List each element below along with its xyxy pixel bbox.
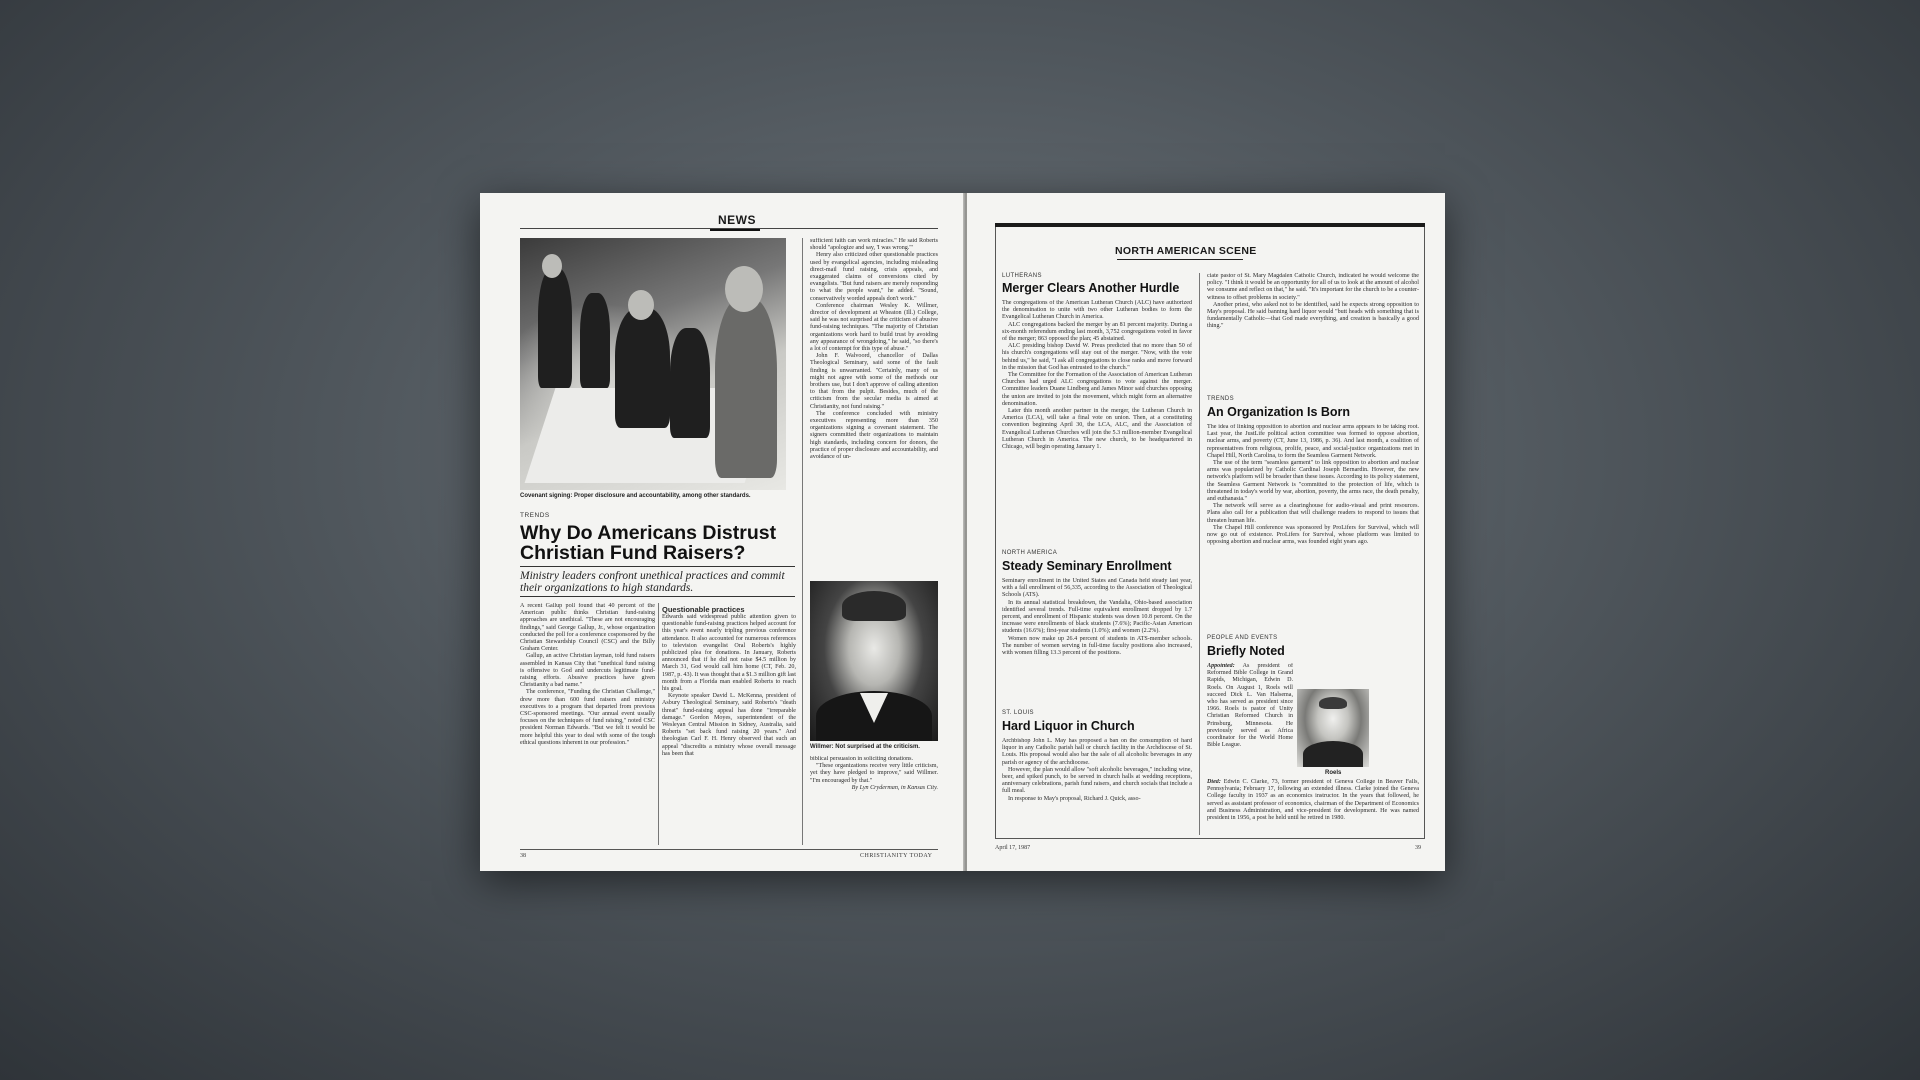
story-kicker: TRENDS: [520, 512, 550, 519]
article-column-2: [662, 603, 796, 845]
appointed-text: As president of Reformed Bible College in Grand Rapids, Michigan, Edwin D. Roels. On August 1, Roels will succeed Dick L. Van Halsema, who has served as president since 1966. Roels is pastor of Unity Christian Reformed Church in Prinsburg, Minnesota. He previously served as Africa coordinator for the World Home Bible League.: [1207, 663, 1293, 749]
paragraph: The congregations of the American Lutheran Church (ALC) have authorized the denomination to unite with two other Lutheran bodies to form the Evangelical Lutheran Church in America.: [1002, 300, 1192, 321]
column-rule: [658, 603, 659, 845]
paragraph: Keynote speaker David L. McKenna, president of Asbury Theological Seminary, said Roberts's "death threat" fund-raising appeal has done "irreparable damage." Gordon Moyes, superintendent of the Wesleyan Central Mission in Sidney, Australia, said Roberts "set back fund raising 20 years." And theologian Carl F. H. Henry observed that such an appeal "discredits a ministry whose overall message has been that: [662, 693, 796, 757]
right-page: [967, 193, 1445, 871]
paragraph: Later this month another partner in the merger, the Lutheran Church in America (LCA), will take a final vote on union. Then, at a constituting convention beginning April 30, the LCA, ALC, and the Association of Evangelical Lutheran Churches will join the 5.3 million-member Evangelical Lutheran Church in America. The new church, to be headquartered in Chicago, will begin operating January 1.: [1002, 408, 1192, 451]
section-title: NORTH AMERICAN SCENE: [1115, 245, 1257, 257]
paragraph: The idea of linking opposition to abortion and nuclear arms appears to be taking root. Last year, the JustLife political action committee was formed to oppose abortion, nuclear arms, and poverty (CT, June 13, 1986, p. 36). And last month, a coalition of representatives from religious, prolife, peace, and social-justice organizations met in Chapel Hill, North Carolina, to form the Seamless Garment Network.: [1207, 424, 1419, 459]
paragraph: Women now make up 26.4 percent of students in ATS-member schools. The number of women serving in full-time faculty positions also increased, with women filling 13.3 percent of the positions.: [1002, 635, 1192, 657]
paragraph: The Chapel Hill conference was sponsored by ProLifers for Survival, which will now go out of existence. ProLifers for Survival, whose platform was limited to opposing abortion and nuclear arms, was founded eight years ago.: [1207, 524, 1419, 546]
photo-face: [542, 254, 562, 278]
story-headline: Why Do Americans Distrust Christian Fund Raisers?: [520, 522, 777, 564]
photo-face: [628, 290, 654, 320]
story-deck: Ministry leaders confront unethical practices and commit their organizations to high standards.: [520, 570, 785, 594]
photo-hair: [1319, 697, 1347, 709]
story-headline: Hard Liquor in Church: [1002, 719, 1135, 733]
died-text: Edwin C. Clarke, 73, former president of Geneva College in Beaver Falls, Pennsylvania; February 17, following an extended illness. Clarke joined the Geneva College faculty in 1937 as an economics instructor. In the years that followed, he served as assistant professor of economics, chairman of the Department of Economics and Business Administration, and vice-president for development. He was named president in 1956, a post he held until he retired in 1980.: [1207, 779, 1419, 822]
photo-hair: [842, 591, 906, 621]
column-rule: [802, 238, 803, 845]
article-column-3: [810, 238, 938, 576]
paragraph: The conference concluded with ministry executives representing more than 350 organizations signing a covenant statement. The signers committed their organizations to maintain high standards, including concern for donors, the practice of proper disclosure and accountability, and avoidance of un-: [810, 410, 938, 461]
magazine-spread: [480, 193, 1445, 871]
paragraph: Edwards said widespread public attention given to questionable fund-raising practices helped account for this year's event nearly tripling previous conference attendance. It also accounted for numerous references to television evangelist Oral Roberts's highly publicized plea for donations. In January, Roberts announced that if he did not raise $4.5 million by March 31, God would call him home (CT, Feb. 20, 1987, p. 43). It was thought that a $1.3 million gift last month from a Florida man enabled Roberts to reach his goal.: [662, 614, 796, 693]
story-body-continued: [1207, 273, 1419, 385]
paragraph: [1207, 779, 1419, 822]
subhead: Questionable practices: [662, 605, 745, 614]
paragraph: The Committee for the Formation of the Association of American Lutheran Churches had urged ALC congregations to vote against the merger. Committee leaders Duane Lindberg and James Minor said churches opposing the union are invited to join the movement, which might form an alternative denomination.: [1002, 372, 1192, 407]
story-headline: Merger Clears Another Hurdle: [1002, 281, 1180, 295]
photo2-caption: Willmer: Not surprised at the criticism.: [810, 744, 920, 750]
paragraph: In its annual statistical breakdown, the Vandalia, Ohio-based association identified several trends. Full-time equivalent enrollment dropped by 1.7 percent, and enrollment of Hispanic students was down 10.8 percent. On the increase were enrollments of black students (7.6%); Pacific-Asian American students (16.6%); first-year students (1.0%); and women (2.2%).: [1002, 599, 1192, 635]
footer-rule: [520, 849, 938, 850]
column-rule: [1199, 273, 1200, 835]
left-page: [480, 193, 966, 871]
appointed-label: Appointed:: [1207, 663, 1235, 669]
paragraph: ciate pastor of St. Mary Magdalen Catholic Church, indicated he would welcome the policy. "I think it would be an opportunity for all of us to look at the amount of alcohol we consume and reflect on that," he said. "It's important for the church to be a counter-witness to offset problems in society.": [1207, 273, 1419, 301]
photo-suit: [1303, 741, 1363, 767]
paragraph: ALC congregations backed the merger by an 81 percent majority. During a six-month referendum ending last month, 3,752 congregations voted in favor of the merger; 863 opposed the plan; 45 abstained.: [1002, 321, 1192, 343]
article-column-1: [520, 603, 655, 845]
section-label-underline: [710, 229, 760, 231]
roels-caption: Roels: [1325, 770, 1342, 776]
section-title-underline: [1117, 259, 1243, 260]
died-label: Died:: [1207, 779, 1221, 785]
paragraph: Gallup, an active Christian layman, told fund raisers assembled in Kansas City that "unethical fund raising is offensive to God and undercuts legitimate fund-raising efforts. Abusive practices have given Christianity a bad name.": [520, 653, 655, 689]
story-kicker: LUTHERANS: [1002, 273, 1042, 279]
paragraph: However, the plan would allow "soft alcoholic beverages," including wine, beer, and spiked punch, to be served in church halls at wedding receptions, anniversary celebrations, parish fund raisers, and church socials that include a full meal.: [1002, 766, 1192, 795]
paragraph: sufficient faith can work miracles." He said Roberts should "apologize and say, 'I was wrong.'": [810, 238, 938, 252]
covenant-signing-photo: [520, 238, 786, 490]
paragraph: Seminary enrollment in the United States and Canada held steady last year, with a fall enrollment of 56,335, according to the Association of Theological Schools (ATS).: [1002, 578, 1192, 599]
story-headline: An Organization Is Born: [1207, 405, 1351, 419]
section-label: NEWS: [718, 213, 756, 227]
paragraph: ALC presiding bishop David W. Preus predicted that no more than 50 of his church's congregations will stay out of the merger. "Now, with the vote behind us," he said, "I ask all congregations to close ranks and move forward in the mission that God has entrusted to the church.": [1002, 343, 1192, 371]
photo-figure: [615, 308, 670, 428]
story-body: [1207, 424, 1419, 624]
deck-rule-top: [520, 566, 795, 567]
paragraph: "These organizations receive very little criticism, yet they have pledged to improve," said Willmer. "I'm encouraged by that.": [810, 763, 938, 784]
article-column-3-bottom: [810, 756, 938, 846]
paragraph: biblical persuasion in soliciting donations.: [810, 756, 914, 762]
paragraph: The network will serve as a clearinghouse for audio-visual and print resources. Plans also call for a publication that will challenge readers to respond to issues that threaten human life.: [1207, 503, 1419, 524]
paragraph: Conference chairman Wesley K. Willmer, director of development at Wheaton (Ill.) College, said he was not surprised at the criticism of abusive fund-raising techniques. "The majority of Christian organizations work hard to build trust by avoiding any appearance of wrongdoing," he said, "so there's a lot of contempt for this type of abuse.": [810, 302, 938, 353]
page-number: 39: [1415, 845, 1421, 851]
page-number: 38: [520, 853, 526, 859]
deck-rule-bottom: [520, 596, 795, 597]
story-body: [1002, 578, 1192, 686]
paragraph: Henry also criticized other questionable practices used by evangelical agencies, including misleading direct-mail fund raising, crisis appeals, and exaggerated claims of conversions cited by evangelists. "But fund raisers are merely responding to what the people want," he added. "Sound, conservatively worded appeals don't work.": [810, 252, 938, 302]
paragraph: The conference, "Funding the Christian Challenge," drew more than 600 fund raisers and ministry executives to a program that departed from previous CSC-sponsored meetings. "Our annual event usually focuses on the techniques of fund raising," noted CSC president Norman Edwards. "But we felt it would be more helpful this year to deal with some of the tough ethical questions inherent in our profession.": [520, 689, 655, 746]
story-kicker: NORTH AMERICA: [1002, 550, 1058, 556]
photo-figure: [715, 298, 777, 478]
story-headline: Steady Seminary Enrollment: [1002, 559, 1172, 573]
paragraph: The use of the term "seamless garment" to link opposition to abortion and nuclear arms was popularized by Catholic Cardinal Joseph Bernardin. However, the new network's platform will be broader than these issues. According to its policy statement, the Seamless Garment Network is "committed to the protection of life, which is threatened in today's world by war, abortion, poverty, the arms race, the death penalty, and euthanasia.": [1207, 460, 1419, 503]
story-kicker: ST. LOUIS: [1002, 710, 1034, 716]
date-line: April 17, 1987: [995, 845, 1031, 851]
story-kicker: PEOPLE AND EVENTS: [1207, 635, 1278, 641]
photo-figure: [538, 268, 572, 388]
willmer-portrait-photo: [810, 581, 938, 741]
briefly-noted-upper: [1207, 663, 1293, 775]
paragraph: A recent Gallup poll found that 40 percent of the American public thinks Christian fund-raising approaches are unethical. "These are not encouraging findings," said George Gallup, Jr., whose organization conducted the poll for a conference cosponsored by the Christian Stewardship Council (CSC) and the Billy Graham Center.: [520, 603, 655, 653]
photo-figure: [580, 293, 610, 388]
story-body: [1002, 300, 1192, 490]
paragraph: John F. Walvoord, chancellor of Dallas Theological Seminary, said some of the fault finding is unwarranted. "Certainly, many of us might not agree with some of the methods our brothers use, but I don't approve of calling attention to that from the pulpit. Besides, much of the criticism from the secular media is aimed at Christianity, not fund raising.": [810, 353, 938, 410]
roels-portrait-photo: [1297, 689, 1369, 767]
magazine-name: CHRISTIANITY TODAY: [860, 853, 933, 859]
paragraph: [1207, 663, 1293, 749]
story-headline: Briefly Noted: [1207, 644, 1285, 658]
photo1-caption: Covenant signing: Proper disclosure and accountability, among other standards.: [520, 493, 751, 499]
photo-figure: [670, 328, 710, 438]
story-kicker: TRENDS: [1207, 396, 1235, 402]
story-body: [1002, 738, 1192, 838]
briefly-noted-lower: [1207, 779, 1419, 835]
byline: By Lyn Cryderman, in Kansas City.: [851, 784, 938, 791]
paragraph: Archbishop John L. May has proposed a ban on the consumption of hard liquor in any Catholic parish hall or church facility in the Archdiocese of St. Louis. His proposal would also bar the sale of all alcoholic beverages in any parish or agency of the archdiocese.: [1002, 738, 1192, 766]
paragraph: Another priest, who asked not to be identified, said he expects strong opposition to May's proposal. He said banning hard liquor would "butt heads with something that is fundamentally Catholic—that God made everything, and creation is basically a good thing.": [1207, 301, 1419, 330]
photo-face: [725, 266, 763, 312]
paragraph: In response to May's proposal, Richard J. Quick, asso-: [1008, 795, 1141, 802]
